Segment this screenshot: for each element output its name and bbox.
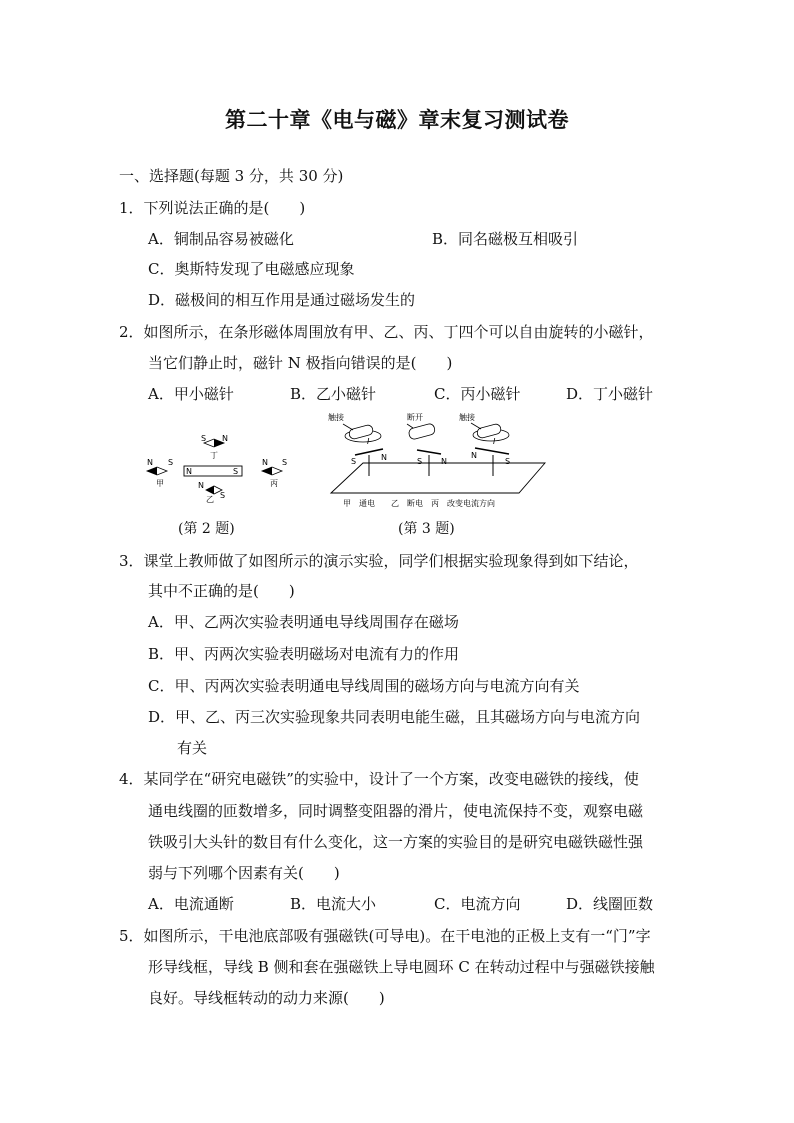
svg-text:N: N (222, 434, 228, 443)
page-title: 第二十章《电与磁》章末复习测试卷 (225, 107, 569, 132)
q4-option-a: A．电流通断 (148, 895, 234, 913)
svg-text:乙: 乙 (206, 495, 214, 504)
q4-stem-line2: 通电线圈的匝数增多，同时调整变阻器的滑片，使电流保持不变，观察电磁 (148, 802, 644, 820)
svg-text:断开: 断开 (407, 413, 423, 422)
q1-option-c: C．奥斯特发现了电磁感应现象 (148, 260, 355, 278)
svg-text:N: N (186, 467, 192, 476)
svg-text:S: S (417, 457, 423, 466)
q3-option-b: B．甲、丙两次实验表明磁场对电流有力的作用 (148, 645, 460, 663)
svg-text:触接: 触接 (459, 413, 475, 422)
q2-option-d: D．丁小磁针 (566, 385, 654, 403)
q1-option-d: D．磁极间的相互作用是通过磁场发生的 (148, 291, 416, 309)
q4-option-d: D．线圈匝数 (566, 895, 654, 913)
svg-text:N: N (262, 458, 268, 467)
q2-option-c: C．丙小磁针 (434, 385, 521, 403)
q2-option-a: A．甲小磁针 (148, 385, 234, 403)
q5-stem-line3: 良好。导线框转动的动力来源( ) (148, 989, 385, 1007)
q1-option-a: A．铜制品容易被磁化 (148, 230, 294, 248)
svg-text:I: I (493, 437, 496, 446)
svg-text:S: S (351, 457, 357, 466)
q3-stem-line2: 其中不正确的是( ) (148, 582, 295, 600)
q3-option-d-line2: 有关 (177, 739, 208, 757)
svg-text:触接: 触接 (328, 413, 344, 422)
svg-text:甲: 甲 (156, 479, 164, 488)
svg-text:丙: 丙 (270, 479, 278, 488)
q2-option-b: B．乙小磁针 (290, 385, 377, 403)
q1-option-b: B．同名磁极互相吸引 (432, 230, 579, 248)
svg-text:S: S (168, 458, 174, 467)
q4-option-c: C．电流方向 (434, 895, 521, 913)
q2-stem-line1: 2．如图所示，在条形磁体周围放有甲、乙、丙、丁四个可以自由旋转的小磁针， (119, 323, 654, 341)
q4-stem-line3: 铁吸引大头针的数目有什么变化，这一方案的实验目的是研究电磁铁磁性强 (148, 833, 644, 851)
svg-text:N: N (198, 481, 204, 490)
svg-text:N: N (441, 457, 447, 466)
figure-2-caption: (第 2 题) (178, 521, 235, 537)
figure-3-caption: (第 3 题) (398, 521, 455, 537)
q3-option-d-line1: D．甲、乙、丙三次实验现象共同表明电能生磁，且其磁场方向与电流方向 (148, 708, 641, 726)
svg-text:S: S (233, 467, 239, 476)
svg-text:S: S (201, 434, 207, 443)
q3-option-c: C．甲、丙两次实验表明通电导线周围的磁场方向与电流方向有关 (148, 677, 580, 695)
figure-2-bar-magnet (140, 428, 310, 506)
svg-text:N: N (381, 453, 387, 462)
svg-text:S: S (220, 491, 226, 500)
svg-text:甲 通电 乙 断电 丙 改变电流方向: 甲 通电 乙 断电 丙 改变电流方向 (343, 499, 495, 508)
svg-text:S: S (282, 458, 288, 467)
q4-option-b: B．电流大小 (290, 895, 377, 913)
q5-stem-line1: 5．如图所示，干电池底部吸有强磁铁(可导电)。在干电池的正极上支有一“门”字 (119, 927, 651, 945)
q2-stem-line2: 当它们静止时，磁针 N 极指向错误的是( ) (148, 354, 453, 372)
section-heading: 一、选择题(每题 3 分，共 30 分) (119, 167, 344, 185)
q4-stem-line4: 弱与下列哪个因素有关( ) (148, 864, 340, 882)
svg-text:S: S (505, 457, 511, 466)
figure-3-oersted-experiment (325, 410, 550, 510)
q5-stem-line2: 形导线框，导线 B 侧和套在强磁铁上导电圆环 C 在转动过程中与强磁铁接触 (148, 958, 655, 976)
q4-stem-line1: 4．某同学在“研究电磁铁”的实验中，设计了一个方案，改变电磁铁的接线，使 (119, 770, 639, 788)
svg-text:N: N (471, 451, 477, 460)
svg-text:N: N (147, 458, 153, 467)
svg-text:丁: 丁 (210, 451, 218, 460)
q3-option-a: A．甲、乙两次实验表明通电导线周围存在磁场 (148, 613, 459, 631)
svg-text:I: I (367, 437, 370, 446)
q3-stem-line1: 3．课堂上教师做了如图所示的演示实验，同学们根据实验现象得到如下结论， (119, 552, 639, 570)
q1-stem: 1．下列说法正确的是( ) (119, 199, 306, 217)
